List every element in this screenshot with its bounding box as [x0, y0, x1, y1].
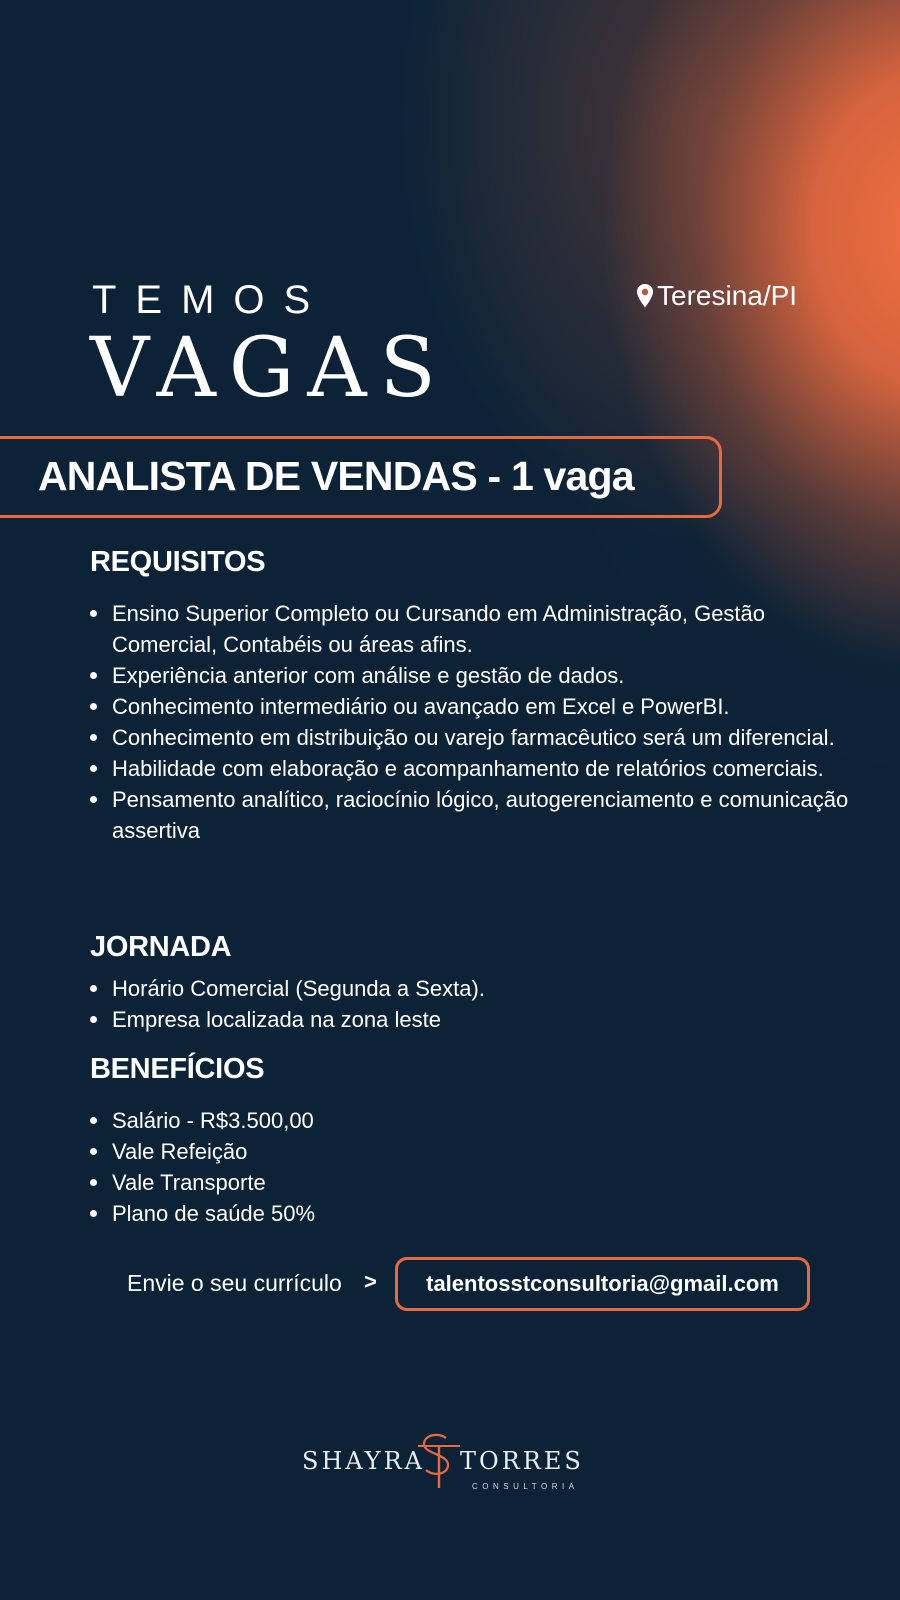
eyebrow-text: TEMOS — [92, 278, 330, 322]
list-item: Plano de saúde 50% — [90, 1198, 860, 1229]
bullet-icon — [90, 1179, 97, 1186]
list-item: Pensamento analítico, raciocínio lógico, autogerenciamento e comunicação assertiva — [90, 784, 860, 846]
map-pin-icon — [636, 283, 654, 309]
bullet-icon — [90, 1117, 97, 1124]
bullet-icon — [90, 703, 97, 710]
list-item: Ensino Superior Completo ou Cursando em Administração, Gestão Comercial, Contabéis ou áreas afins. — [90, 598, 860, 660]
cta-label: Envie o seu currículo — [127, 1270, 342, 1296]
job-title: ANALISTA DE VENDAS - 1 vaga — [38, 453, 634, 499]
bullet-icon — [90, 1148, 97, 1155]
bullet-icon — [90, 1016, 97, 1023]
list-item: Conhecimento em distribuição ou varejo farmacêutico será um diferencial. — [90, 722, 860, 753]
list-item: Salário - R$3.500,00 — [90, 1105, 860, 1136]
beneficios-list — [90, 1105, 860, 1229]
location-text: Teresina/PI — [657, 280, 798, 311]
jornada-list — [90, 973, 860, 1035]
bullet-icon — [90, 1210, 97, 1217]
bullet-icon — [90, 765, 97, 772]
bullet-icon — [90, 672, 97, 679]
brand-logo — [300, 1432, 600, 1494]
email-link[interactable] — [395, 1257, 810, 1311]
jornada-heading: JORNADA — [90, 931, 232, 963]
list-item: Vale Transporte — [90, 1167, 860, 1198]
logo-name-left: SHAYRA — [302, 1447, 425, 1475]
bullet-icon — [90, 985, 97, 992]
bullet-icon — [90, 734, 97, 741]
list-item: Conhecimento intermediário ou avançado em Excel e PowerBI. — [90, 691, 860, 722]
list-item: Vale Refeição — [90, 1136, 860, 1167]
list-item: Empresa localizada na zona leste — [90, 1004, 860, 1035]
location — [636, 282, 797, 310]
email-text: talentosstconsultoria@gmail.com — [426, 1271, 779, 1296]
beneficios-heading: BENEFÍCIOS — [90, 1053, 265, 1085]
chevron-right-icon: > — [364, 1269, 377, 1294]
requisitos-list — [90, 598, 860, 846]
logo-subtitle: CONSULTORIA — [472, 1482, 579, 1491]
bullet-icon — [90, 796, 97, 803]
logo-name-right: TORRES — [460, 1447, 584, 1475]
list-item: Experiência anterior com análise e gestão de dados. — [90, 660, 860, 691]
headline: VAGAS — [90, 321, 449, 416]
st-monogram-icon — [412, 1432, 464, 1494]
list-item: Habilidade com elaboração e acompanhamento de relatórios comerciais. — [90, 753, 860, 784]
list-item: Horário Comercial (Segunda a Sexta). — [90, 973, 860, 1004]
bullet-icon — [90, 610, 97, 617]
requisitos-heading: REQUISITOS — [90, 546, 266, 578]
